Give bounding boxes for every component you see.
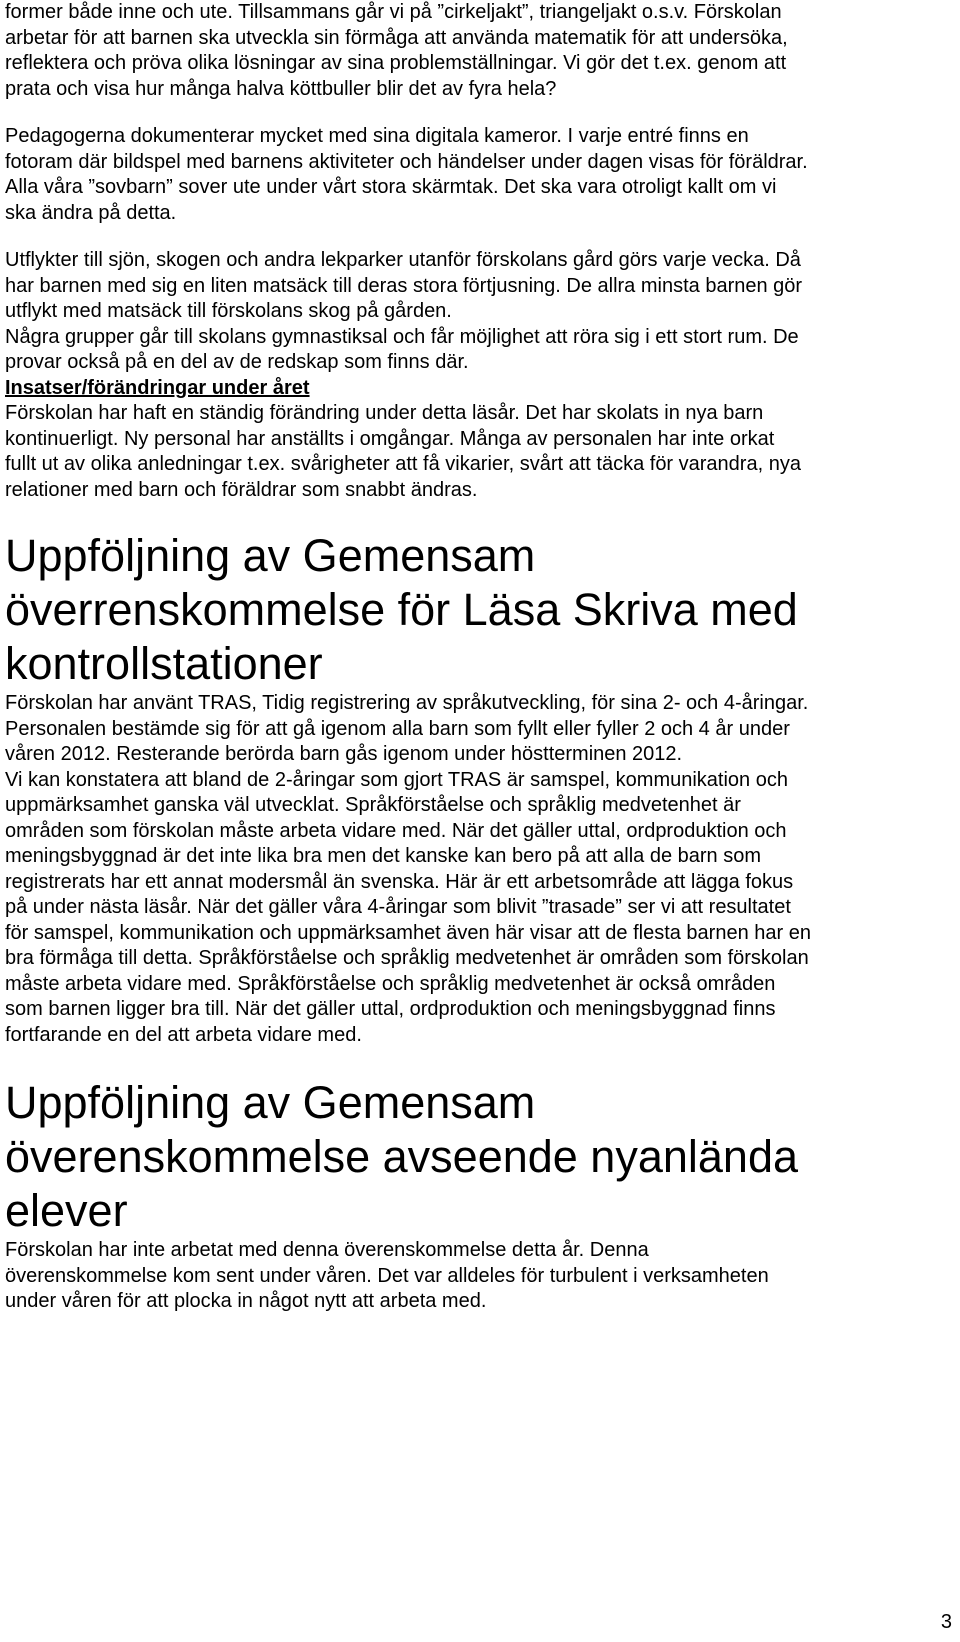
- paragraph-insatser: Förskolan har haft en ständig förändring under detta läsår. Det har skolats in nya barn kontinuerligt. Ny personal har anställts i omgångar. Många av personalen har inte orkat fullt ut av olika anledningar t.ex. svårigheter att få vikarier, svårt att täcka för varandra, nya relationer med barn och föräldrar som snabbt ändras.: [5, 402, 801, 501]
- paragraph-lasa-skriva: Förskolan har använt TRAS, Tidig registrering av språkutveckling, för sina 2- och 4-åringar. Personalen bestämde sig för att gå igenom alla barn som fyllt eller fyller 2 och 4 år under våren 2012. Resterande berörda barn gås igenom under höstterminen 2012. Vi kan konstatera att bland de 2-åringar som gjort TRAS är samspel, kommunikation och uppmärksamhet ganska väl utvecklat. Språkförståelse och språklig medvetenhet är områden som förskolan måste arbeta vidare med. När det gäller uttal, ordproduktion och meningsbyggnad är det inte lika bra men det kanske kan bero på att alla de barn som registrerats har ett annat modersmål än svenska. Här är ett arbetsområde att lägga fokus på under nästa läsår. När det gäller våra 4-åringar som blivit ”trasade” ser vi att resultatet för samspel, kommunikation och uppmärksamhet även här visar att de flesta barnen har en bra förmåga till detta. Språkförståelse och språklig medvetenhet är områden som förskolan måste arbeta vidare med. Språkförståelse och språklig medvetenhet är också områden som barnen ligger bra till. När det gäller uttal, ordproduktion och meningsbyggnad finns fortfarande en del att arbeta vidare med.: [5, 692, 811, 1046]
- paragraph-nyanlanda: Förskolan har inte arbetat med denna överenskommelse detta år. Denna överenskommelse kom sent under våren. Det var alldeles för turbulent i verksamheten under våren för att plocka in något nytt att arbeta med.: [5, 1239, 769, 1312]
- heading-lasa-skriva: Uppföljning av Gemensam överrenskommelse för Läsa Skriva med kontrollstationer: [5, 530, 798, 689]
- heading-nyanlanda: Uppföljning av Gemensam överenskommelse avseende nyanlända elever: [5, 1077, 798, 1236]
- paragraph-math: former både inne och ute. Tillsammans går vi på ”cirkeljakt”, triangeljakt o.s.v. Förskolan arbetar för att barnen ska utveckla sin förmåga att använda matematik för att undersöka, reflektera och pröva olika lösningar av sina problemställningar. Vi gör det t.ex. genom att prata och visa hur många halva köttbuller blir det av fyra hela?: [5, 1, 788, 100]
- paragraph-excursions: Utflykter till sjön, skogen och andra lekparker utanför förskolans gård görs varje vecka. Då har barnen med sig en liten matsäck till deras stora förtjusning. De allra minsta barnen gör utflykt med matsäck till förskolans skog på gården. Några grupper går till skolans gymnastiksal och får möjlighet att röra sig i ett stort rum. De provar också på en del av de redskap som finns där.: [5, 249, 803, 373]
- paragraph-documentation: Pedagogerna dokumenterar mycket med sina digitala kameror. I varje entré finns en fotoram där bildspel med barnens aktiviteter och händelser under dagen visas för föräldrar. Alla våra ”sovbarn” sover ute under vårt stora skärmtak. Det ska vara otroligt kallt om vi ska ändra på detta.: [5, 125, 808, 224]
- document-page: [5, 0, 955, 1315]
- page-number: 3: [940, 1611, 952, 1633]
- section-label-insatser: Insatser/förändringar under året: [5, 376, 310, 399]
